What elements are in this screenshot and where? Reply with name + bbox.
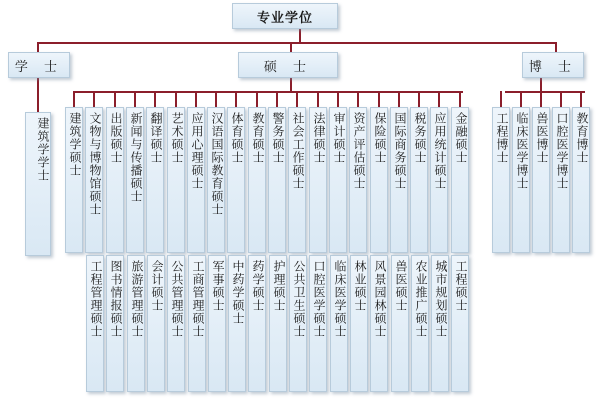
connector-to-xueshi [37,42,39,52]
shuoshi-row1-leaf: 法律硕士 [309,107,327,253]
connector-tick [73,91,75,107]
connector-tick [357,91,359,107]
shuoshi-row1-leaf: 体育硕士 [227,107,245,253]
connector-tick [337,91,339,107]
shuoshi-row1-leaf: 金融硕士 [451,107,469,253]
connector-tick [93,91,95,107]
shuoshi-row2-leaf: 工商管理硕士 [188,255,206,392]
shuoshi-row2-leaf: 药学硕士 [248,255,266,392]
boshi-leaf: 口腔医学博士 [552,107,570,253]
connector-tick [154,91,156,107]
shuoshi-row2-leaf: 林业硕士 [350,255,368,392]
shuoshi-row2-leaf: 工程管理硕士 [86,255,104,392]
shuoshi-row1-leaf: 审计硕士 [329,107,347,253]
connector-xueshi-down [37,78,39,112]
connector-tick [235,91,237,107]
connector-tick [195,91,197,107]
shuoshi-row2-leaf: 旅游管理硕士 [127,255,145,392]
boshi-node: 博 士 [522,52,584,78]
shuoshi-row2-leaf: 图书情报硕士 [106,255,124,392]
connector-boshi-bar [505,91,585,93]
boshi-leaf: 临床医学博士 [512,107,530,253]
connector-tick [398,91,400,107]
shuoshi-node: 硕 士 [238,52,338,78]
shuoshi-row1-leaf: 税务硕士 [410,107,428,253]
connector-level1-bar [37,42,557,44]
connector-tick [256,91,258,107]
connector-shuoshi-bar [73,91,463,93]
connector-tick [296,91,298,107]
shuoshi-row1-leaf: 建筑学硕士 [65,107,83,253]
connector-tick [580,91,582,107]
connector-tick [560,91,562,107]
connector-tick [438,91,440,107]
connector-tick [175,91,177,107]
shuoshi-row1-leaf: 艺术硕士 [167,107,185,253]
boshi-leaf: 工程博士 [492,107,510,253]
connector-root-down [299,29,301,43]
shuoshi-row1-leaf: 社会工作硕士 [288,107,306,253]
shuoshi-row2-leaf: 农业推广硕士 [411,255,429,392]
shuoshi-row2-leaf: 公共卫生硕士 [289,255,307,392]
shuoshi-row2-leaf: 工程硕士 [451,255,469,392]
connector-boshi-down [540,78,542,92]
boshi-leaf: 教育博士 [572,107,590,253]
connector-tick [134,91,136,107]
connector-tick [114,91,116,107]
connector-shuoshi-down [290,78,292,92]
shuoshi-row2-leaf: 护理硕士 [269,255,287,392]
connector-tick [317,91,319,107]
connector-tick [378,91,380,107]
root-node: 专业学位 [232,3,338,29]
shuoshi-row2-leaf: 公共管理硕士 [167,255,185,392]
shuoshi-row2-leaf: 中药学硕士 [228,255,246,392]
connector-tick [418,91,420,107]
xueshi-node: 学 士 [8,52,70,78]
shuoshi-row1-leaf: 警务硕士 [268,107,286,253]
connector-to-shuoshi [290,42,292,52]
shuoshi-row1-leaf: 文物与博物馆硕士 [85,107,103,253]
shuoshi-row1-leaf: 出版硕士 [106,107,124,253]
boshi-leaf: 兽医博士 [532,107,550,253]
shuoshi-row2-leaf: 风景园林硕士 [370,255,388,392]
shuoshi-row1-leaf: 汉语国际教育硕士 [207,107,225,253]
connector-tick [540,91,542,107]
shuoshi-row1-leaf: 保险硕士 [370,107,388,253]
shuoshi-row1-leaf: 应用心理硕士 [187,107,205,253]
shuoshi-row2-leaf: 临床医学硕士 [330,255,348,392]
shuoshi-row2-leaf: 城市规划硕士 [431,255,449,392]
xueshi-leaf: 建筑学学士 [25,112,51,256]
shuoshi-row1-leaf: 翻译硕士 [146,107,164,253]
shuoshi-row2-leaf: 会计硕士 [147,255,165,392]
shuoshi-row1-leaf: 新闻与传播硕士 [126,107,144,253]
connector-tick [520,91,522,107]
connector-tick [276,91,278,107]
shuoshi-row2-leaf: 军事硕士 [208,255,226,392]
shuoshi-row1-leaf: 教育硕士 [248,107,266,253]
connector-tick [215,91,217,107]
connector-tick [500,91,502,107]
shuoshi-row1-leaf: 资产评估硕士 [349,107,367,253]
shuoshi-row1-leaf: 国际商务硕士 [390,107,408,253]
connector-tick [459,91,461,107]
connector-to-boshi [555,42,557,52]
shuoshi-row2-leaf: 口腔医学硕士 [309,255,327,392]
shuoshi-row2-leaf: 兽医硕士 [391,255,409,392]
shuoshi-row1-leaf: 应用统计硕士 [430,107,448,253]
